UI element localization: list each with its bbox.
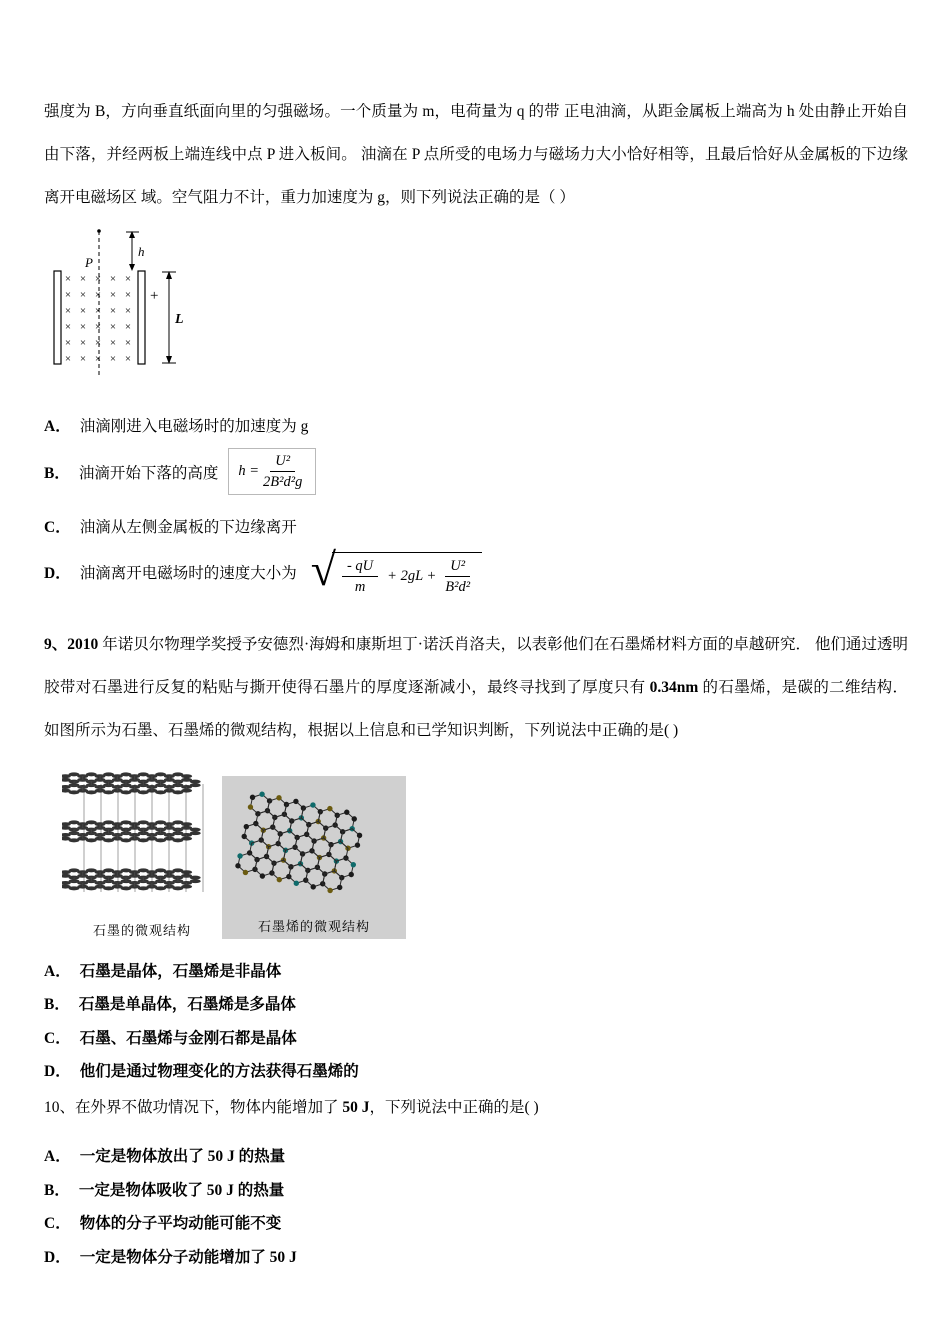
- q9-intro-text-2: 的石墨烯，是碳的二维结构． 如图所示为石墨、石墨烯的微观结构，根据以上信息和已学知识判断，下列说法中正确的是( ): [44, 678, 908, 739]
- svg-text:×: ×: [94, 321, 102, 333]
- plus-sign: +: [150, 288, 159, 304]
- q8-option-a: [44, 414, 908, 436]
- formula-d-sqrt: [310, 544, 482, 596]
- svg-text:×: ×: [64, 289, 72, 301]
- q8-intro-text: 强度为 B，方向垂直纸面向里的匀强磁场。一个质量为 m，电荷量为 q 的带 正电油滴，从距金属板上端高为 h 处由静止开始自由下落，并经两板上端连线中点 P 进入板间。 油滴在 P 点所受的电场力与磁场力大小恰好相等，且最后恰好从金属板的下边缘离开电磁场区 域。空气阻力不计，重力加速度为 g，则下列说法正确的是（ ）: [44, 103, 908, 206]
- q8-option-a-text: 油滴刚进入电磁场时的加速度为 g: [79, 418, 309, 435]
- q8-option-d-letter: D．: [44, 564, 71, 582]
- svg-text:×: ×: [109, 353, 117, 365]
- q10-energy-value: 50 J: [342, 1098, 370, 1116]
- svg-text:×: ×: [109, 337, 117, 349]
- q9-option-d: [44, 1055, 908, 1089]
- svg-text:×: ×: [124, 353, 132, 365]
- q8-option-b: [44, 448, 908, 495]
- q9-option-d-letter: D．: [44, 1063, 71, 1080]
- svg-text:×: ×: [64, 353, 72, 365]
- svg-text:×: ×: [124, 289, 132, 301]
- q9-figure: [62, 764, 908, 939]
- q8-field-diagram: [46, 227, 196, 379]
- q10-option-d: [44, 1241, 908, 1275]
- graphite-structure-image: [62, 764, 222, 916]
- svg-text:×: ×: [124, 273, 132, 285]
- q9-option-a-letter: A．: [44, 962, 71, 980]
- q10-option-d-text: 一定是物体分子动能增加了 50 J: [79, 1248, 297, 1266]
- formula-d-middle: + 2gL +: [387, 568, 437, 585]
- svg-text:×: ×: [109, 321, 117, 333]
- q9-option-b-letter: B．: [44, 996, 70, 1013]
- svg-text:×: ×: [79, 337, 87, 349]
- svg-text:×: ×: [79, 289, 87, 301]
- q10-option-a-text: 一定是物体放出了 50 J 的热量: [79, 1148, 286, 1165]
- q9-option-a: [44, 955, 908, 989]
- formula-b-lhs: h =: [238, 463, 260, 480]
- q8-figure: [46, 227, 908, 384]
- q9-intro-paragraph: [44, 623, 908, 752]
- formula-b-fraction: [263, 452, 302, 491]
- svg-text:×: ×: [79, 321, 87, 333]
- graphite-caption: 石墨的微观结构: [92, 922, 191, 938]
- l-label: L: [175, 312, 184, 327]
- svg-text:×: ×: [124, 321, 132, 333]
- formula-b-denominator: 2B²d²g: [263, 474, 303, 491]
- q9-option-d-text: 他们是通过物理变化的方法获得石墨烯的: [79, 1063, 359, 1080]
- formula-d-t1-den: m: [354, 579, 366, 596]
- svg-text:×: ×: [79, 353, 87, 365]
- svg-text:×: ×: [94, 305, 102, 317]
- svg-text:×: ×: [124, 337, 132, 349]
- q9-options: [44, 955, 908, 1089]
- point-p-label: P: [85, 255, 93, 270]
- right-plate: [138, 271, 145, 364]
- q10-option-b-text: 一定是物体吸收了 50 J 的热量: [78, 1181, 285, 1199]
- q9-option-b: [44, 988, 908, 1022]
- formula-d-term1: [342, 557, 378, 596]
- q10-option-c-text: 物体的分子平均动能可能不变: [79, 1215, 282, 1232]
- q9-number: 9、2010: [44, 635, 99, 653]
- q10-option-a: [44, 1140, 908, 1174]
- svg-text:×: ×: [109, 305, 117, 317]
- formula-d-t2-den: B²d²: [445, 579, 471, 596]
- svg-text:×: ×: [94, 273, 102, 285]
- q10-option-c-letter: C．: [44, 1215, 71, 1232]
- svg-text:×: ×: [109, 273, 117, 285]
- svg-text:×: ×: [94, 337, 102, 349]
- q9-option-c-letter: C．: [44, 1029, 71, 1047]
- q9-option-a-text: 石墨是晶体，石墨烯是非晶体: [79, 962, 282, 980]
- graphene-caption: 石墨烯的微观结构: [257, 918, 370, 934]
- q8-option-d: [44, 544, 908, 596]
- q10-options: [44, 1140, 908, 1274]
- q8-option-a-letter: A．: [44, 418, 71, 435]
- svg-text:×: ×: [109, 289, 117, 301]
- formula-b-numerator: U²: [275, 453, 291, 469]
- q8-option-d-text: 油滴离开电磁场时的速度大小为: [79, 564, 297, 582]
- q8-intro-paragraph: [44, 90, 908, 219]
- q8-option-b-letter: B．: [44, 464, 70, 482]
- formula-d-t1-num: - qU: [346, 558, 374, 575]
- flux-into-page-grid: [65, 273, 131, 365]
- svg-text:×: ×: [64, 305, 72, 317]
- svg-text:×: ×: [124, 305, 132, 317]
- svg-text:×: ×: [64, 337, 72, 349]
- q8-formula-b: [228, 448, 316, 495]
- left-plate: [54, 271, 61, 364]
- q8-option-c-text: 油滴从左侧金属板的下边缘离开: [79, 519, 297, 537]
- q9-option-b-text: 石墨是单晶体，石墨烯是多晶体: [78, 996, 296, 1013]
- q10-intro-paragraph: [44, 1091, 908, 1125]
- q8-option-c: [44, 515, 908, 537]
- radical-icon: √: [310, 544, 336, 596]
- q9-intro-text-1: 年诺贝尔物理学奖授予安德烈·海姆和康斯坦丁·诺沃肖洛夫，以表彰他们在石墨烯材料方面的卓越研究． 他们通过透明胶带对石墨进行反复的粘贴与撕开使得石墨片的厚度逐渐减小，最终寻找到了厚度只有: [44, 635, 908, 696]
- h-arrow-down-icon: [129, 264, 135, 271]
- svg-text:×: ×: [79, 305, 87, 317]
- graphite-subfigure: [62, 764, 222, 939]
- svg-text:×: ×: [94, 353, 102, 365]
- q8-formula-d: [307, 544, 482, 596]
- graphene-structure-image: [230, 786, 398, 914]
- svg-text:×: ×: [64, 273, 72, 285]
- q8-option-b-text: 油滴开始下落的高度: [78, 464, 219, 482]
- svg-text:×: ×: [79, 273, 87, 285]
- q10-option-b-letter: B．: [44, 1181, 70, 1199]
- formula-d-term2: [445, 557, 470, 596]
- q9-option-c-text: 石墨、石墨烯与金刚石都是晶体: [79, 1029, 297, 1047]
- formula-d-t2-num: U²: [450, 558, 466, 575]
- q10-intro-text-1: 10、在外界不做功情况下，物体内能增加了: [44, 1098, 343, 1116]
- q9-option-c: [44, 1022, 908, 1056]
- q10-option-b: [44, 1174, 908, 1208]
- q10-option-d-letter: D．: [44, 1248, 71, 1266]
- svg-text:×: ×: [94, 289, 102, 301]
- q10-intro-text-2: ，下列说法中正确的是( ): [369, 1098, 539, 1116]
- graphene-subfigure: [222, 776, 406, 939]
- drop-start-dot: [97, 229, 101, 233]
- h-label: h: [138, 244, 145, 259]
- svg-text:×: ×: [64, 321, 72, 333]
- q10-option-c: [44, 1207, 908, 1241]
- q9-thickness-value: 0.34nm: [649, 678, 699, 696]
- q8-option-c-letter: C．: [44, 519, 71, 537]
- q10-option-a-letter: A．: [44, 1148, 71, 1165]
